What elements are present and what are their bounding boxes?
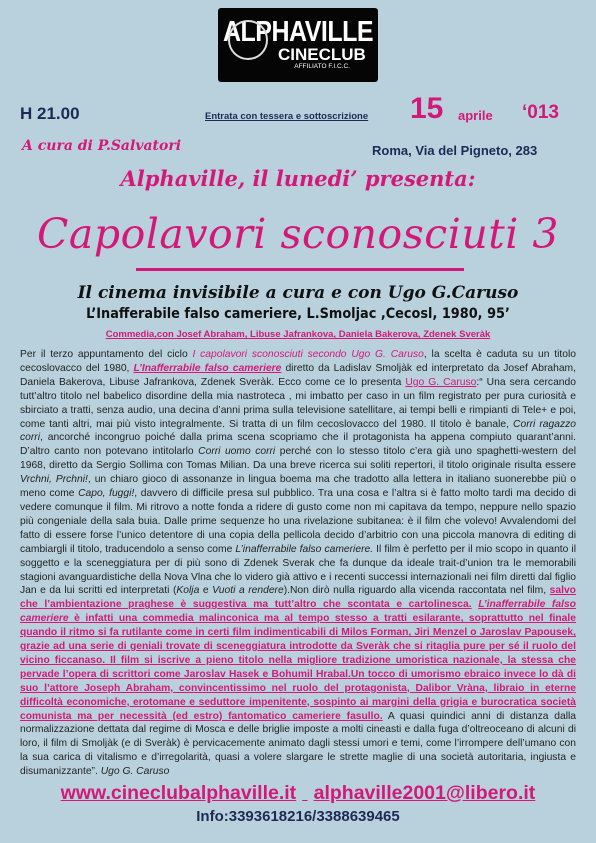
website-link[interactable]: www.cineclubalphaville.it [60,782,297,804]
series-name-ref: I capolavori sconosciuti secondo Ugo G. Caruso [192,349,424,360]
text-span: ).Non dirò nulla riguardo alla vicenda raccontata nel film, [283,585,550,597]
title-ref: Vuoti a rendere [212,585,284,597]
highlight-text: è infatti una commedia malinconica ma al tempo stesso a tratti esilarante, soprattutto nel finale quando il ritmo si fa rutilante come in certi film indimenticabili di Milos Forman, Jiri Menzel o Jaroslav Papousek, grazie ad una serie di geniali trovate di sceneggiatura introdotte da Sveràk che si ritaglia pure per sé il ruolo del vicino ficcanaso. Il film si iscrive a pieno titolo nella migliore tradizione umoristica nazionale, la stessa che pervade l’opera di scrittori come Jaroslav Hasek e Bohumil Hrabal.Un tocco di umorismo ebraico invece lo dà di suo l’attore Joseph Abraham, convincentissimo nel ruolo del protagonista, Dalibor Vràna, libraio in eterne difficoltà economiche, erotomane e seduttore impenitente, sospinto ai margini della grigia e burocratica società comunista ma per necessità (ed estro) fantomatico cameriere fasullo. [20,613,576,722]
contact-info: Info:3393618216/3388639465 [196,808,400,825]
film-cast: Commedia,con Josef Abraham, Libuse Jafrankova, Daniela Bakerova, Zdenek Sveràk [105,329,491,340]
text-span: Per il terzo appuntamento del ciclo [20,349,193,360]
film-title: L’Inafferabile falso cameriere, L.Smoljac ,Cecosl, 1980, 95’ [86,306,510,322]
series-subtitle: Il cinema invisibile a cura e con Ugo G.Caruso [77,283,519,303]
series-title: Capolavori sconosciuti 3 [37,210,559,258]
title-ref: Capo, fuggi! [78,488,135,500]
film-title-ref: L’inafferrabile falso cameriere [20,599,576,625]
logo-film-reel-icon [228,20,268,60]
event-time: H 21.00 [20,104,80,123]
highlight-text: salvo che l’ambientazione praghese è suggestiva ma tutt’altro che scontata e cartolinesca. [20,585,576,611]
text-span: , davvero di difficile presa sul pubblico. Tra una cosa e l’altra si è fatto molto tardi ma decido di vedere comunque il film. Mi ritrovo a notte fonda a ridere di gusto come non mi capitava da tempo, neppure nello spazio più congeniale della sala buia. Dalle prime sequenze ho una rivelazione subitanea: è il film che volevo! Avvalendomi del fatto di essere forse l’unico detentore di una copia della pellicola decido d’arbitrio con una piccola manovra di editing di cambiargli il titolo, traducendolo a senso come [20,488,577,555]
title-ref: Vrchni, Prchni! [20,474,88,486]
text-span: e [199,585,213,597]
entrance-note: Entrata con tessera e sottoscrizione [205,111,369,122]
event-date-month: aprile [458,108,493,123]
event-date-day: 15 [410,92,444,125]
curator-credit: A cura di P.Salvatori [22,138,182,154]
text-span: , ancorché incongruo poiché dalla prima scena scopriamo che il protagonista ha appena compiuto quarant’anni. D’altro canto non potevano intitolarlo [20,432,576,458]
event-date-year: ‘013 [522,102,559,123]
venue-address: Roma, Via del Pigneto, 283 [372,143,538,158]
title-ref: Corri uomo corri [198,446,276,458]
text-span: , un chiaro gioco di assonanze in lingua boema ma che tradotto alla lettera in italiano suonerebbe più o meno come [20,474,576,500]
email-link[interactable]: alphaville2001@libero.it [313,782,536,804]
article-paragraph [20,348,576,779]
author-signature: Ugo G. Caruso [100,766,170,778]
logo-bottom-text: AFFILIATO F.I.C.C. [294,62,350,70]
presents-heading: Alphaville, il lunedi’ presenta: [120,166,476,191]
article-body [20,348,576,779]
title-ref: L’inafferrabile falso cameriere. [235,543,374,555]
text-span: :“ Una sera cercando tutt’altro titolo nel babelico disordine della mia nastroteca , mi imbatto per caso in un film registrato per pura curiosità e sbirciato a tratti, senza audio, una decina d’anni prima sulla televisione satellitare, ai tempi belli e rimpianti di Tele+ e poi, come tanti altri, mai più visto integralmente. Si tratta di un film cecoslovacco del 1980. Il titolo è banale, [20,376,576,430]
text-span: , la scelta è caduta su un titolo cecoslovacco del 1980, [20,349,576,374]
text-span: A quasi quindici anni di distanza dalla normalizzazione dettata dal regime di Mosca e delle briglie imposte a molti cineasti e dalla fuga d’oltreoceano di alcuni di loro, il film di Smoljàk (e di Sveràk) è pervicacemente animato dagli stessi umori e temi, come l’irrompere dell’umano con la sua carica di vitalismo e d’irregolarità, quasi a volere slargare le strette maglie di una società autoritaria, ingiusta e disumanizzante”. [20,710,576,778]
text-span: perché con lo stesso titolo c’era già uno spaghetti-western del 1968, diretto da Sergio Sollima con Tomas Milian. Da una breve ricerca sui soliti repertori, il titolo originale risulta essere [20,446,576,472]
title-underline [136,268,464,271]
text-span: Il film è perfetto per il mio scopo in quanto il soggetto e la sceneggiatura per di più sono di Zdenek Sverak che fa dunque da ideale trait-d’union tra le memorabili stagioni avanguardistiche della Nova Vlna che lo videro già attivo e i recenti successi internazionali nei film diretti dal figlio Jan e da lui scritti ed interpretati ( [20,543,577,597]
logo-middle-text: CINECLUB [278,44,366,64]
text-span: diretto da Ladislav Smoljàk ed interpretato da Josef Abraham, Daniela Bakerova, Libuse Jafrankova, Zdenek Sveràk. Ecco come ce lo presenta [20,362,576,388]
logo-top-text: ALPHAVILLE [222,15,374,48]
title-ref: Kolja [176,585,200,597]
film-title-ref: L’Inafferrabile falso cameriere [133,362,282,374]
footer-links [0,782,596,805]
author-ref: Ugo G. Caruso [405,376,477,388]
title-ref: Corri ragazzo corri [20,418,576,444]
